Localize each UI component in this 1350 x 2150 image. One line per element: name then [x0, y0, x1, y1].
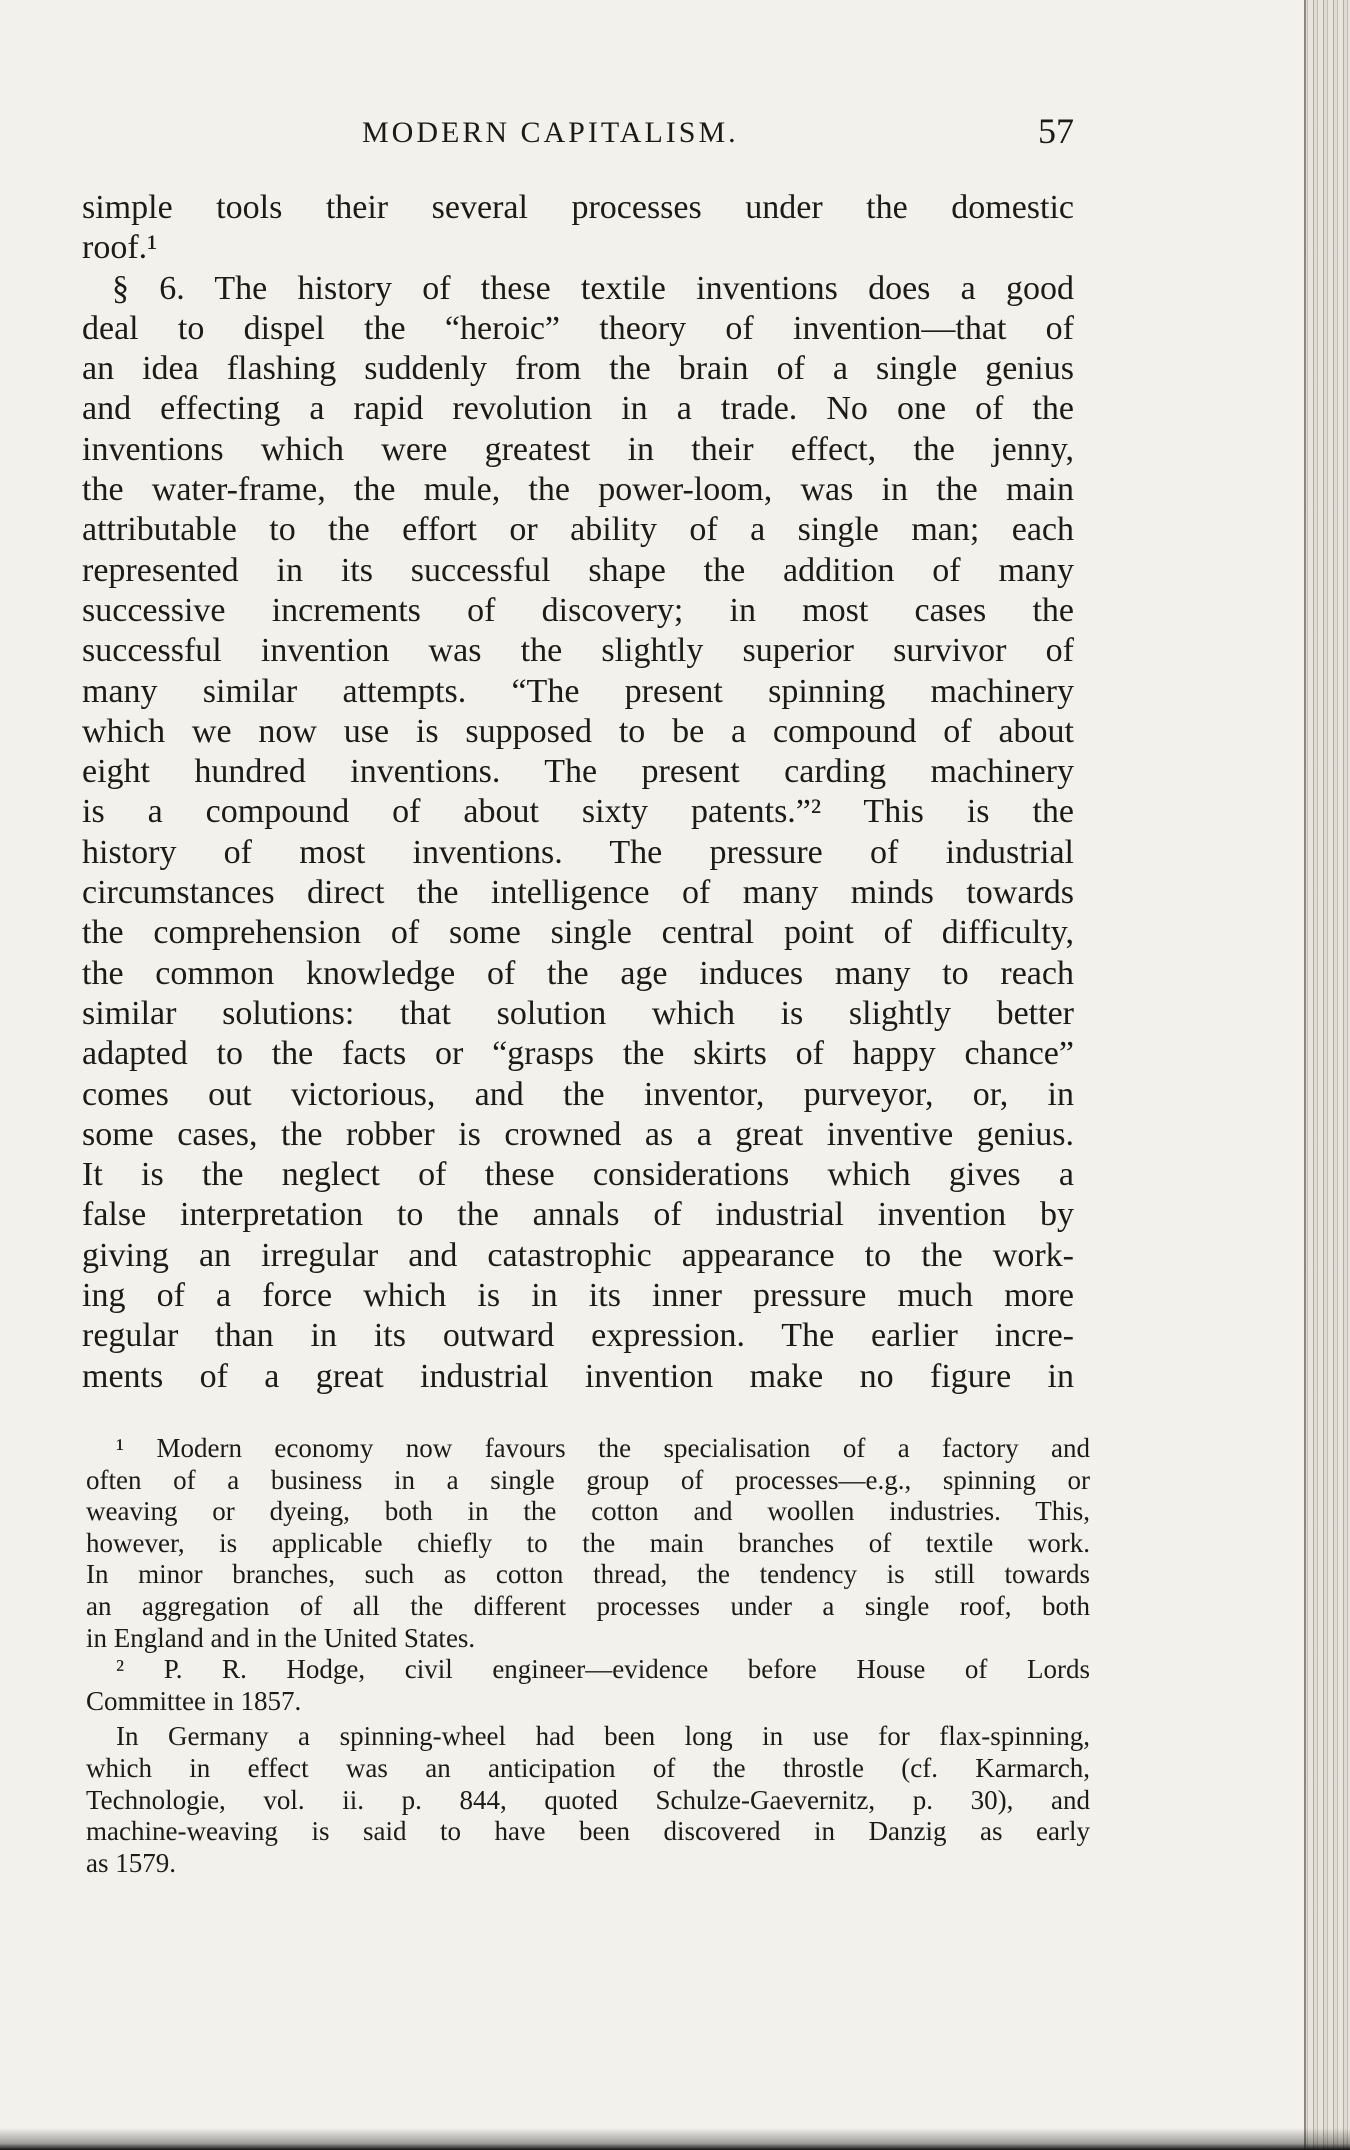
- body-line: successive increments of discovery; in most cases the: [82, 591, 1074, 629]
- body-line: the common knowledge of the age induces many to reach: [82, 954, 1074, 992]
- footnote-line: ¹ Modern economy now favours the specialisation of a factory and: [116, 1433, 1090, 1463]
- footnote-line: ² P. R. Hodge, civil engineer—evidence before House of Lords: [116, 1654, 1090, 1685]
- body-line: attributable to the effort or ability of a single man; each: [82, 511, 1074, 549]
- book-gutter: [1304, 0, 1350, 2150]
- body-line: § 6. The history of these textile inventions does a good: [112, 269, 1074, 307]
- body-line: ments of a great industrial invention make no figure in: [82, 1357, 1074, 1395]
- footnote-line: In minor branches, such as cotton thread, the tendency is still towards: [86, 1559, 1090, 1590]
- footnote-line: often of a business in a single group of processes—e.g., spinning or: [86, 1464, 1090, 1495]
- body-line: the water-frame, the mule, the power-loom, was in the main: [82, 471, 1074, 509]
- page-edge-line: [1304, 0, 1306, 2150]
- footnote-line: Technologie, vol. ii. p. 844, quoted Schulze-Gaevernitz, p. 30), and: [86, 1784, 1090, 1815]
- body-line: many similar attempts. “The present spinning machinery: [82, 672, 1074, 710]
- body-line: the comprehension of some single central point of difficulty,: [82, 914, 1074, 952]
- footnote-1: [86, 1433, 1090, 1654]
- body-line: It is the neglect of these considerations which gives a: [82, 1156, 1074, 1194]
- footnote-2: [86, 1654, 1090, 1717]
- footnote-line: machine-weaving is said to have been discovered in Danzig as early: [86, 1816, 1090, 1847]
- body-line: successful invention was the slightly superior survivor of: [82, 632, 1074, 670]
- footnote-line: Committee in 1857.: [86, 1685, 302, 1716]
- page-header: [82, 110, 1074, 160]
- footnote-line: weaving or dyeing, both in the cotton and woollen industries. This,: [86, 1496, 1090, 1527]
- body-line: ing of a force which is in its inner pressure much more: [82, 1277, 1074, 1315]
- footnote-line: In Germany a spinning-wheel had been long in use for flax-spinning,: [116, 1721, 1090, 1752]
- body-line: deal to dispel the “heroic” theory of invention—that of: [82, 309, 1074, 347]
- body-line: eight hundred inventions. The present carding machinery: [82, 753, 1074, 791]
- body-line: circumstances direct the intelligence of many minds towards: [82, 874, 1074, 912]
- footnote-line: as 1579.: [86, 1847, 176, 1878]
- body-line: comes out victorious, and the inventor, purveyor, or, in: [82, 1075, 1074, 1113]
- running-title: MODERN CAPITALISM.: [362, 116, 739, 149]
- body-line: regular than in its outward expression. The earlier incre-: [82, 1317, 1074, 1355]
- page-number: 57: [1038, 111, 1074, 151]
- body-line: false interpretation to the annals of industrial invention by: [82, 1196, 1074, 1234]
- scan-bottom-shadow: [0, 2128, 1350, 2150]
- footnote-line: which in effect was an anticipation of the throstle (cf. Karmarch,: [86, 1752, 1090, 1783]
- footnote-line: however, is applicable chiefly to the main branches of textile work.: [86, 1527, 1090, 1558]
- body-line: history of most inventions. The pressure of industrial: [82, 833, 1074, 871]
- body-line: adapted to the facts or “grasps the skirts of happy chance”: [82, 1035, 1074, 1073]
- body-line: and effecting a rapid revolution in a trade. No one of the: [82, 390, 1074, 428]
- body-line: which we now use is supposed to be a compound of about: [82, 712, 1074, 750]
- body-line: similar solutions: that solution which is slightly better: [82, 994, 1074, 1032]
- footnote-line: an aggregation of all the different processes under a single roof, both: [86, 1590, 1090, 1621]
- body-text: [82, 188, 1074, 1397]
- footnote-line: in England and in the United States.: [86, 1622, 476, 1653]
- footnote-3: [86, 1721, 1090, 1879]
- body-line: inventions which were greatest in their effect, the jenny,: [82, 430, 1074, 468]
- body-line: some cases, the robber is crowned as a great inventive genius.: [82, 1115, 1074, 1153]
- body-line: an idea flashing suddenly from the brain of a single genius: [82, 350, 1074, 388]
- body-line: represented in its successful shape the addition of many: [82, 551, 1074, 589]
- footnotes: [86, 1433, 1090, 1879]
- body-line: giving an irregular and catastrophic appearance to the work-: [82, 1236, 1074, 1274]
- body-line: roof.¹: [82, 229, 158, 267]
- body-line: is a compound of about sixty patents.”² This is the: [82, 793, 1074, 831]
- body-line: simple tools their several processes under the domestic: [82, 189, 1074, 226]
